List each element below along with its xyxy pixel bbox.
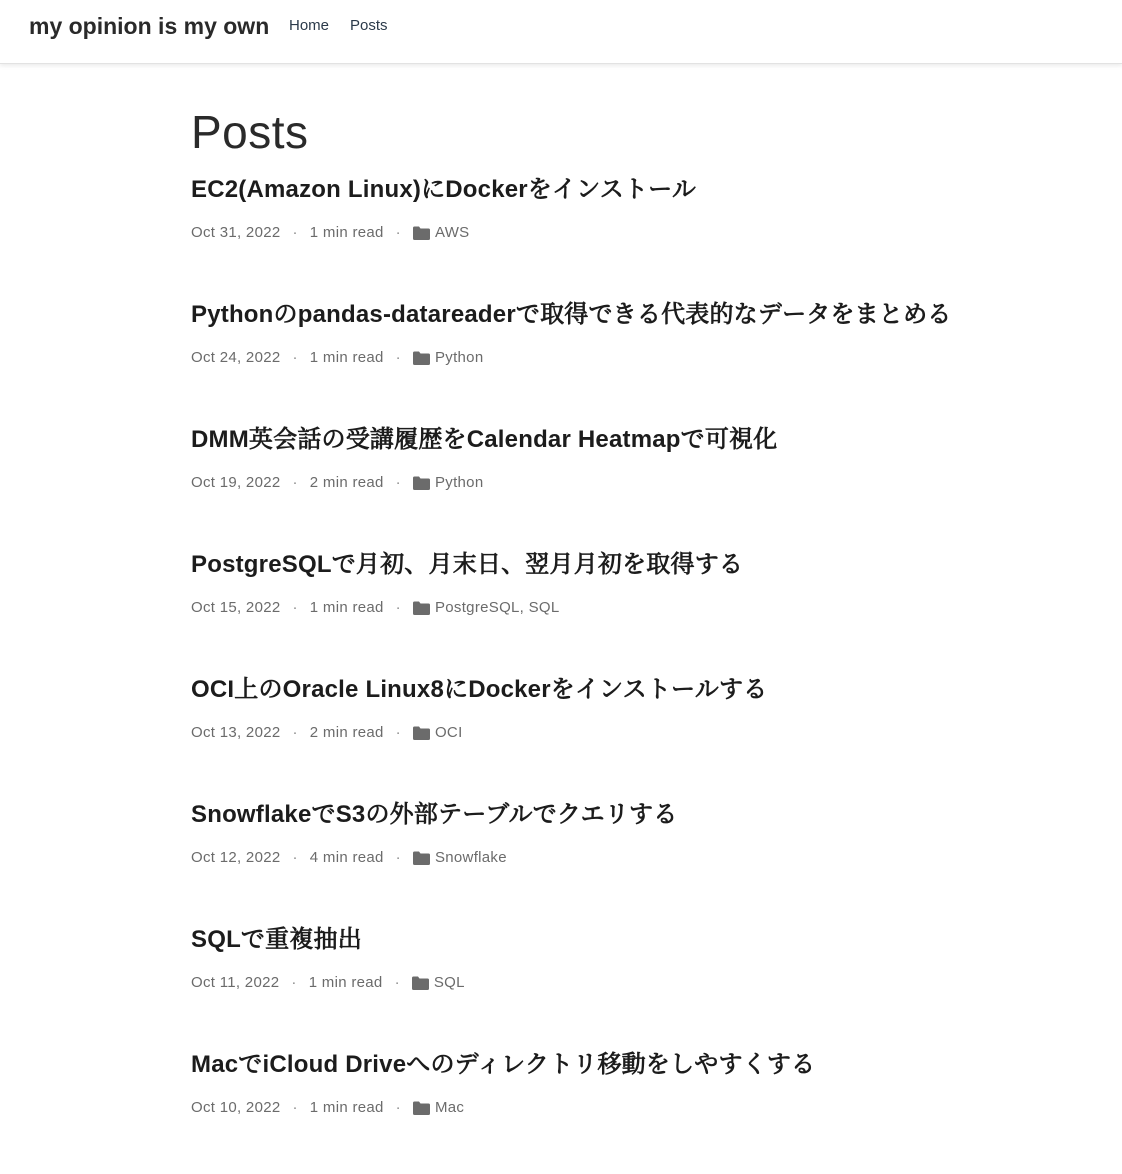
post-title-link[interactable]: SQLで重複抽出: [191, 926, 362, 953]
meta-separator: ·: [395, 849, 401, 866]
post-title-link[interactable]: EC2(Amazon Linux)にDockerをインストール: [191, 176, 697, 203]
post-meta: [191, 974, 465, 991]
post-meta: [191, 474, 483, 491]
meta-separator: ·: [292, 474, 298, 491]
folder-icon: [413, 1101, 430, 1115]
meta-separator: ·: [292, 724, 298, 741]
post-read-time: 2 min read: [309, 724, 384, 741]
post-date: Oct 11, 2022: [191, 974, 280, 991]
meta-separator: ·: [395, 474, 401, 491]
post-meta: [191, 224, 469, 241]
meta-separator: ·: [292, 849, 298, 866]
navbar: [0, 0, 1122, 64]
post-list: [191, 174, 1071, 1174]
meta-separator: ·: [292, 1099, 298, 1116]
post-read-time: 1 min read: [309, 349, 384, 366]
post-title-link[interactable]: OCI上のOracle Linux8にDockerをインストールする: [191, 676, 768, 703]
post-category-link[interactable]: OCI: [434, 724, 463, 741]
nav-link-home[interactable]: Home: [289, 17, 330, 34]
post-title-link[interactable]: PostgreSQLで月初、月末日、翌月月初を取得する: [191, 551, 744, 578]
post-date: Oct 19, 2022: [191, 474, 281, 491]
post-date: Oct 12, 2022: [191, 849, 281, 866]
meta-separator: ·: [292, 224, 298, 241]
meta-separator: ·: [395, 724, 401, 741]
nav-link-posts[interactable]: Posts: [350, 17, 388, 34]
post-date: Oct 24, 2022: [191, 349, 281, 366]
post-category-link[interactable]: AWS: [434, 224, 470, 241]
post-read-time: 4 min read: [309, 849, 384, 866]
post-item: [191, 299, 1071, 424]
post-read-time: 1 min read: [309, 1099, 384, 1116]
post-date: Oct 15, 2022: [191, 599, 281, 616]
post-category-link[interactable]: Python: [434, 349, 484, 366]
post-category-link[interactable]: Snowflake: [434, 849, 507, 866]
post-meta: [191, 1099, 464, 1116]
meta-separator: ·: [395, 224, 401, 241]
post-meta: [191, 849, 507, 866]
meta-separator: ·: [292, 349, 298, 366]
post-item: [191, 924, 1071, 1049]
post-category-link[interactable]: PostgreSQL, SQL: [434, 599, 560, 616]
meta-separator: ·: [395, 1099, 401, 1116]
folder-icon: [413, 226, 430, 240]
post-meta: [191, 599, 560, 616]
post-date: Oct 13, 2022: [191, 724, 281, 741]
nav-links: [289, 17, 388, 34]
page-title: Posts: [191, 106, 309, 158]
post-date: Oct 31, 2022: [191, 224, 281, 241]
post-item: [191, 1049, 1071, 1174]
post-category-link[interactable]: Mac: [434, 1099, 465, 1116]
post-title-link[interactable]: Pythonのpandas-datareaderで取得できる代表的なデータをまとめる: [191, 301, 952, 328]
post-category-link[interactable]: SQL: [433, 974, 465, 991]
post-title-link[interactable]: DMM英会話の受講履歴をCalendar Heatmapで可視化: [191, 426, 778, 453]
post-read-time: 2 min read: [309, 474, 384, 491]
folder-icon: [413, 351, 430, 365]
post-read-time: 1 min read: [309, 224, 384, 241]
main-content: [191, 104, 1071, 1174]
meta-separator: ·: [292, 599, 298, 616]
post-item: [191, 799, 1071, 924]
folder-icon: [413, 601, 430, 615]
folder-icon: [412, 976, 429, 990]
folder-icon: [413, 476, 430, 490]
post-title-link[interactable]: SnowflakeでS3の外部テーブルでクエリする: [191, 801, 678, 828]
post-title-link[interactable]: MacでiCloud Driveへのディレクトリ移動をしやすくする: [191, 1051, 816, 1078]
post-date: Oct 10, 2022: [191, 1099, 281, 1116]
post-read-time: 1 min read: [308, 974, 383, 991]
meta-separator: ·: [395, 349, 401, 366]
post-item: [191, 674, 1071, 799]
meta-separator: ·: [291, 974, 297, 991]
post-category-link[interactable]: Python: [434, 474, 484, 491]
meta-separator: ·: [395, 599, 401, 616]
post-meta: [191, 724, 463, 741]
post-meta: [191, 349, 483, 366]
post-read-time: 1 min read: [309, 599, 384, 616]
site-brand-link[interactable]: my opinion is my own: [29, 13, 270, 39]
meta-separator: ·: [394, 974, 400, 991]
post-item: [191, 424, 1071, 549]
folder-icon: [413, 851, 430, 865]
post-item: [191, 549, 1071, 674]
folder-icon: [413, 726, 430, 740]
post-item: [191, 174, 1071, 299]
